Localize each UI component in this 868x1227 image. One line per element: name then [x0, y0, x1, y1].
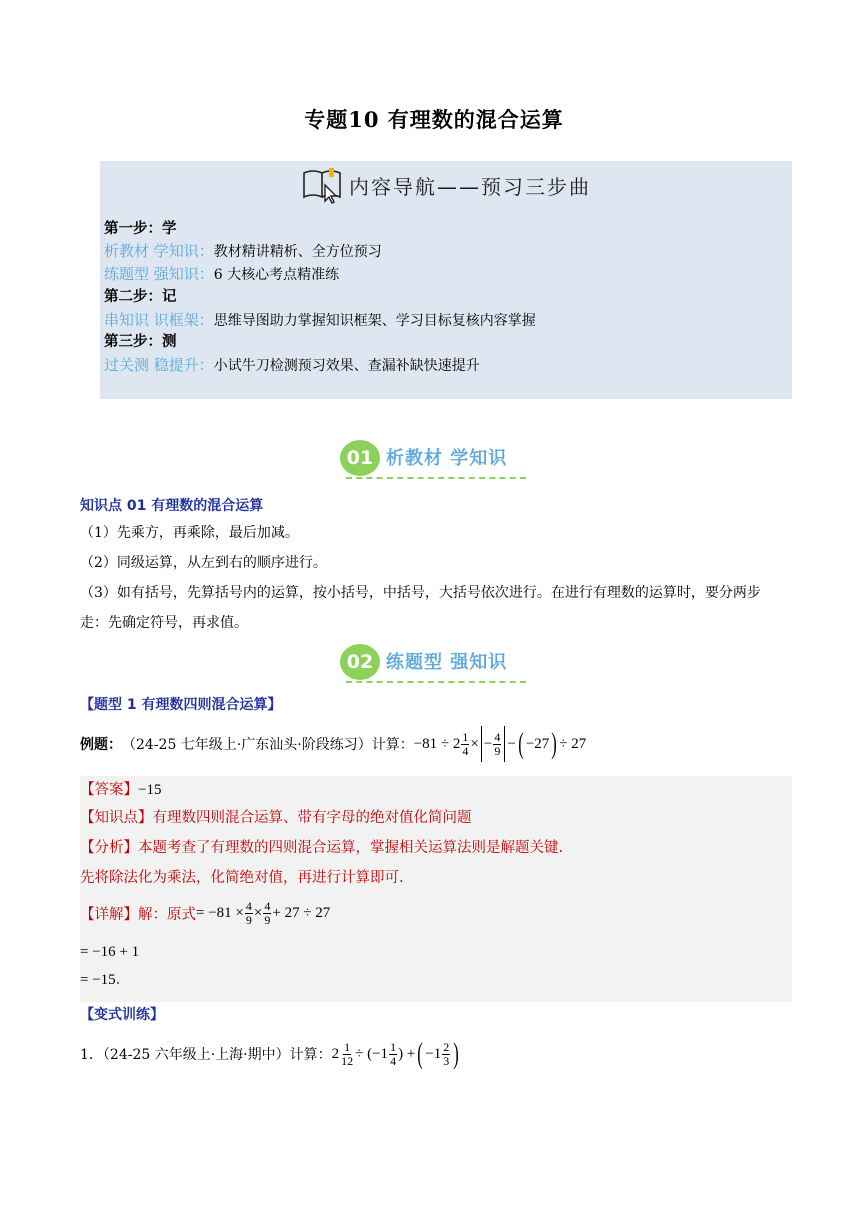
right-paren: ) [453, 1037, 459, 1070]
denominator: 4 [462, 743, 469, 758]
numerator: 4 [245, 899, 252, 913]
example-question [80, 724, 586, 764]
left-paren: ( [417, 1037, 424, 1070]
answer-tag: 【答案】 [80, 782, 138, 798]
absolute-value [481, 726, 505, 762]
analysis-line-2: 先将除法化为乘法，化简绝对值，再进行计算即可. [80, 870, 404, 886]
expr-part: ) + [398, 1045, 416, 1062]
example-source: （24-25 七年级上·广东汕头·阶段练习）计算： [122, 737, 414, 753]
knowledge-point-title: 知识点 01 有理数的混合运算 [80, 498, 264, 514]
answer-value: −15 [138, 782, 162, 798]
step-3: 第三步：测 [104, 334, 177, 350]
step-1: 第一步：学 [104, 221, 177, 237]
nav-header-text: 内容导航——预习三步曲 [349, 174, 591, 199]
expr-part: × [253, 905, 263, 921]
fraction [461, 731, 469, 758]
expr-part: + 27 ÷ 27 [272, 905, 331, 921]
section-number-badge: 02 [340, 644, 380, 680]
expr-part: = −16 + 1 [80, 944, 140, 960]
exercise-expression [332, 1039, 462, 1069]
knowledge-line-3: （3）如有括号，先算括号内的运算，按小括号，中括号，大括号依次进行。在进行有理数的运算时，要分两步 [80, 585, 761, 601]
nav-row-2-text: 6 大核心考点精准练 [213, 267, 340, 283]
step-2: 第二步：记 [104, 289, 177, 305]
denominator: 9 [264, 913, 271, 927]
knowledge-line-2: （2）同级运算，从左到右的顺序进行。 [80, 555, 327, 571]
section-banner-02 [340, 641, 540, 689]
nav-row-1-key: 析教材 学知识： [104, 242, 214, 260]
fraction [442, 1041, 450, 1068]
numerator: 1 [390, 1039, 397, 1054]
content-navigation-box [100, 161, 792, 399]
detail-step-1 [80, 944, 139, 961]
section-number-badge: 01 [340, 440, 380, 476]
section-label: 析教材 学知识 [386, 448, 508, 469]
expr-part: −1 [425, 1045, 442, 1062]
nav-row-3-key: 串知识 识框架： [104, 311, 214, 329]
denominator: 12 [341, 1053, 354, 1068]
expr-part: −27 [525, 735, 550, 752]
analysis-tag: 【分析】 [80, 840, 138, 856]
detail-tag: 【详解】 [80, 907, 138, 923]
nav-row-1 [104, 240, 382, 263]
numerator: 4 [264, 899, 271, 913]
numerator: 1 [344, 1039, 351, 1054]
nav-row-3 [104, 309, 536, 332]
fraction [245, 900, 253, 927]
expr-part: ÷ 27 [559, 735, 587, 752]
fraction [493, 731, 501, 758]
exercise-1 [80, 1034, 461, 1074]
question-type-title: 【题型 1 有理数四则混合运算】 [80, 697, 282, 713]
example-expression [414, 726, 587, 762]
nav-row-2-key: 练题型 强知识： [104, 265, 214, 283]
numerator: 1 [462, 729, 469, 744]
detail-value: 解：原式 [138, 907, 196, 923]
nav-header [100, 165, 792, 205]
expr-part: . [115, 972, 121, 988]
example-label: 例题： [80, 737, 122, 753]
answer-box [80, 776, 792, 1002]
expr-part: − [483, 735, 493, 752]
detail-line [80, 900, 330, 927]
fraction [263, 900, 271, 927]
expr-part: ÷ (−1 [355, 1045, 389, 1062]
answer-line [80, 778, 161, 799]
expr-part: × [470, 735, 479, 752]
variant-training-title: 【变式训练】 [80, 1007, 164, 1023]
expr-part: 2 [331, 1045, 340, 1062]
numerator: 2 [443, 1039, 450, 1054]
denominator: 9 [245, 913, 252, 927]
knowledge-line-4: 走：先确定符号，再求值。 [80, 615, 248, 631]
nav-row-4 [104, 354, 480, 377]
analysis-value: 本题考查了有理数的四则混合运算，掌握相关运算法则是解题关键. [138, 840, 564, 856]
denominator: 4 [390, 1053, 397, 1068]
knowledge-tag: 【知识点】 [80, 810, 153, 826]
detail-step-2 [80, 972, 120, 989]
denominator: 3 [443, 1053, 450, 1068]
right-paren: ) [551, 727, 558, 760]
knowledge-line-1: （1）先乘方，再乘除，最后加减。 [80, 525, 299, 541]
numerator: 4 [494, 729, 501, 744]
page-title: 专题10 有理数的混合运算 [304, 107, 564, 132]
expr-part: − [507, 735, 516, 752]
nav-row-3-text: 思维导图助力掌握知识框架、学习目标复核内容掌握 [213, 313, 536, 329]
denominator: 9 [494, 743, 501, 758]
nav-row-1-text: 教材精讲精析、全方位预习 [213, 244, 382, 260]
expr-part: = −81 × [196, 905, 244, 921]
knowledge-point-line [80, 806, 472, 827]
section-dash-divider [346, 477, 526, 479]
nav-row-4-key: 过关测 稳提升： [104, 356, 214, 374]
nav-row-2 [104, 263, 339, 286]
section-dash-divider [346, 681, 526, 683]
book-pointer-icon [301, 165, 345, 205]
fraction [340, 1041, 354, 1068]
fraction [389, 1041, 397, 1068]
exercise-label: 1．（24-25 六年级上·上海·期中）计算： [80, 1047, 332, 1063]
section-label: 练题型 强知识 [386, 652, 508, 673]
detail-expression [196, 900, 330, 927]
section-banner-01 [340, 437, 540, 485]
expr-part: −81 ÷ 2 [413, 735, 461, 752]
expr-part: = −15 [80, 972, 116, 988]
analysis-line [80, 836, 563, 857]
left-paren: ( [518, 727, 524, 760]
nav-row-4-text: 小试牛刀检测预习效果、查漏补缺快速提升 [213, 358, 480, 374]
knowledge-value: 有理数四则混合运算、带有字母的绝对值化简问题 [152, 810, 472, 826]
